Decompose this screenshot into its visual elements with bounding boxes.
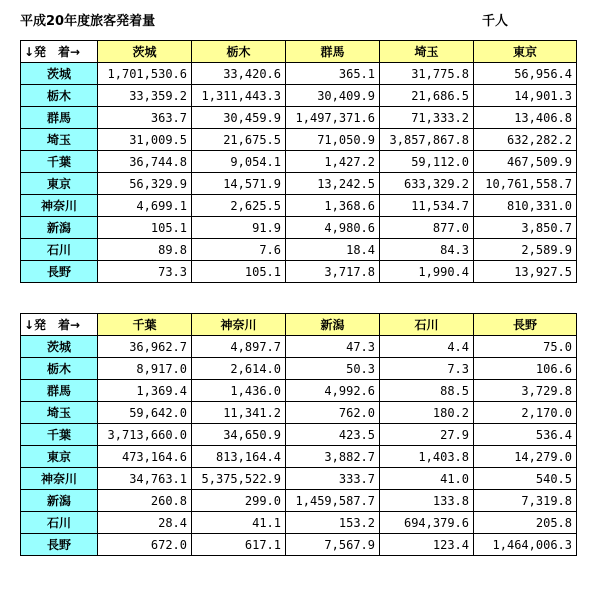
value-cell: 4,992.6 <box>286 380 380 402</box>
table-row <box>21 195 577 217</box>
table-row <box>21 85 577 107</box>
origin-label: 栃木 <box>21 358 98 380</box>
value-cell: 13,927.5 <box>474 261 577 283</box>
value-cell: 59,112.0 <box>380 151 474 173</box>
value-cell: 153.2 <box>286 512 380 534</box>
table-row <box>21 336 577 358</box>
value-cell: 536.4 <box>474 424 577 446</box>
value-cell: 56,329.9 <box>98 173 192 195</box>
value-cell: 59,642.0 <box>98 402 192 424</box>
origin-label: 茨城 <box>21 336 98 358</box>
value-cell: 694,379.6 <box>380 512 474 534</box>
value-cell: 11,534.7 <box>380 195 474 217</box>
origin-label: 埼玉 <box>21 402 98 424</box>
destination-header: 埼玉 <box>380 41 474 63</box>
value-cell: 4,980.6 <box>286 217 380 239</box>
destination-header: 千葉 <box>98 314 192 336</box>
table-row <box>21 358 577 380</box>
value-cell: 3,857,867.8 <box>380 129 474 151</box>
value-cell: 4,897.7 <box>192 336 286 358</box>
value-cell: 3,717.8 <box>286 261 380 283</box>
value-cell: 88.5 <box>380 380 474 402</box>
origin-label: 長野 <box>21 534 98 556</box>
value-cell: 1,369.4 <box>98 380 192 402</box>
origin-label: 埼玉 <box>21 129 98 151</box>
value-cell: 33,420.6 <box>192 63 286 85</box>
value-cell: 365.1 <box>286 63 380 85</box>
destination-header: 群馬 <box>286 41 380 63</box>
value-cell: 14,901.3 <box>474 85 577 107</box>
value-cell: 2,625.5 <box>192 195 286 217</box>
table-row <box>21 534 577 556</box>
value-cell: 9,054.1 <box>192 151 286 173</box>
destination-header: 神奈川 <box>192 314 286 336</box>
page-title: 平成20年度旅客発着量 <box>20 14 156 29</box>
value-cell: 7,567.9 <box>286 534 380 556</box>
origin-label: 栃木 <box>21 85 98 107</box>
value-cell: 7,319.8 <box>474 490 577 512</box>
value-cell: 56,956.4 <box>474 63 577 85</box>
value-cell: 34,763.1 <box>98 468 192 490</box>
destination-header: 長野 <box>474 314 577 336</box>
value-cell: 27.9 <box>380 424 474 446</box>
value-cell: 18.4 <box>286 239 380 261</box>
value-cell: 21,686.5 <box>380 85 474 107</box>
table-row <box>21 424 577 446</box>
value-cell: 31,775.8 <box>380 63 474 85</box>
table-row <box>21 107 577 129</box>
value-cell: 91.9 <box>192 217 286 239</box>
value-cell: 1,311,443.3 <box>192 85 286 107</box>
value-cell: 1,990.4 <box>380 261 474 283</box>
table-row <box>21 63 577 85</box>
value-cell: 133.8 <box>380 490 474 512</box>
value-cell: 617.1 <box>192 534 286 556</box>
origin-label: 東京 <box>21 173 98 195</box>
od-table-2 <box>20 313 577 556</box>
table-row <box>21 468 577 490</box>
table-row <box>21 490 577 512</box>
unit-label: 千人 <box>482 14 509 29</box>
value-cell: 633,329.2 <box>380 173 474 195</box>
value-cell: 762.0 <box>286 402 380 424</box>
value-cell: 50.3 <box>286 358 380 380</box>
value-cell: 14,571.9 <box>192 173 286 195</box>
value-cell: 2,589.9 <box>474 239 577 261</box>
value-cell: 13,242.5 <box>286 173 380 195</box>
value-cell: 3,882.7 <box>286 446 380 468</box>
value-cell: 4,699.1 <box>98 195 192 217</box>
value-cell: 10,761,558.7 <box>474 173 577 195</box>
value-cell: 813,164.4 <box>192 446 286 468</box>
table-row <box>21 173 577 195</box>
origin-label: 新潟 <box>21 217 98 239</box>
value-cell: 105.1 <box>98 217 192 239</box>
value-cell: 47.3 <box>286 336 380 358</box>
value-cell: 11,341.2 <box>192 402 286 424</box>
value-cell: 105.1 <box>192 261 286 283</box>
value-cell: 5,375,522.9 <box>192 468 286 490</box>
value-cell: 30,459.9 <box>192 107 286 129</box>
value-cell: 31,009.5 <box>98 129 192 151</box>
value-cell: 4.4 <box>380 336 474 358</box>
value-cell: 1,459,587.7 <box>286 490 380 512</box>
table-row <box>21 402 577 424</box>
value-cell: 1,403.8 <box>380 446 474 468</box>
value-cell: 84.3 <box>380 239 474 261</box>
value-cell: 363.7 <box>98 107 192 129</box>
destination-header: 茨城 <box>98 41 192 63</box>
value-cell: 423.5 <box>286 424 380 446</box>
origin-label: 茨城 <box>21 63 98 85</box>
table-row <box>21 217 577 239</box>
value-cell: 672.0 <box>98 534 192 556</box>
value-cell: 2,170.0 <box>474 402 577 424</box>
value-cell: 71,050.9 <box>286 129 380 151</box>
value-cell: 540.5 <box>474 468 577 490</box>
corner-label: ↓発 着→ <box>21 314 98 336</box>
value-cell: 28.4 <box>98 512 192 534</box>
value-cell: 8,917.0 <box>98 358 192 380</box>
value-cell: 1,368.6 <box>286 195 380 217</box>
value-cell: 7.6 <box>192 239 286 261</box>
table-row <box>21 446 577 468</box>
value-cell: 36,962.7 <box>98 336 192 358</box>
origin-label: 千葉 <box>21 424 98 446</box>
value-cell: 106.6 <box>474 358 577 380</box>
value-cell: 205.8 <box>474 512 577 534</box>
value-cell: 810,331.0 <box>474 195 577 217</box>
value-cell: 473,164.6 <box>98 446 192 468</box>
value-cell: 180.2 <box>380 402 474 424</box>
origin-label: 石川 <box>21 239 98 261</box>
value-cell: 333.7 <box>286 468 380 490</box>
value-cell: 1,701,530.6 <box>98 63 192 85</box>
origin-label: 石川 <box>21 512 98 534</box>
value-cell: 71,333.2 <box>380 107 474 129</box>
value-cell: 36,744.8 <box>98 151 192 173</box>
table-body <box>21 336 577 556</box>
value-cell: 33,359.2 <box>98 85 192 107</box>
table-row <box>21 151 577 173</box>
value-cell: 3,729.8 <box>474 380 577 402</box>
value-cell: 632,282.2 <box>474 129 577 151</box>
origin-label: 長野 <box>21 261 98 283</box>
table-row <box>21 380 577 402</box>
od-table-1 <box>20 40 577 283</box>
header-row <box>21 314 577 336</box>
value-cell: 877.0 <box>380 217 474 239</box>
value-cell: 41.1 <box>192 512 286 534</box>
table-body <box>21 63 577 283</box>
origin-label: 新潟 <box>21 490 98 512</box>
value-cell: 75.0 <box>474 336 577 358</box>
value-cell: 7.3 <box>380 358 474 380</box>
value-cell: 1,436.0 <box>192 380 286 402</box>
value-cell: 34,650.9 <box>192 424 286 446</box>
value-cell: 14,279.0 <box>474 446 577 468</box>
table-row <box>21 261 577 283</box>
value-cell: 123.4 <box>380 534 474 556</box>
destination-header: 東京 <box>474 41 577 63</box>
value-cell: 89.8 <box>98 239 192 261</box>
value-cell: 41.0 <box>380 468 474 490</box>
value-cell: 30,409.9 <box>286 85 380 107</box>
value-cell: 2,614.0 <box>192 358 286 380</box>
origin-label: 東京 <box>21 446 98 468</box>
destination-header: 石川 <box>380 314 474 336</box>
value-cell: 467,509.9 <box>474 151 577 173</box>
origin-label: 神奈川 <box>21 468 98 490</box>
corner-label: ↓発 着→ <box>21 41 98 63</box>
table-row <box>21 512 577 534</box>
value-cell: 73.3 <box>98 261 192 283</box>
origin-label: 群馬 <box>21 107 98 129</box>
value-cell: 260.8 <box>98 490 192 512</box>
value-cell: 13,406.8 <box>474 107 577 129</box>
value-cell: 21,675.5 <box>192 129 286 151</box>
value-cell: 3,713,660.0 <box>98 424 192 446</box>
value-cell: 299.0 <box>192 490 286 512</box>
origin-label: 神奈川 <box>21 195 98 217</box>
value-cell: 1,427.2 <box>286 151 380 173</box>
table-row <box>21 129 577 151</box>
header-row <box>21 41 577 63</box>
origin-label: 群馬 <box>21 380 98 402</box>
value-cell: 1,464,006.3 <box>474 534 577 556</box>
value-cell: 3,850.7 <box>474 217 577 239</box>
destination-header: 新潟 <box>286 314 380 336</box>
table-row <box>21 239 577 261</box>
origin-label: 千葉 <box>21 151 98 173</box>
destination-header: 栃木 <box>192 41 286 63</box>
value-cell: 1,497,371.6 <box>286 107 380 129</box>
